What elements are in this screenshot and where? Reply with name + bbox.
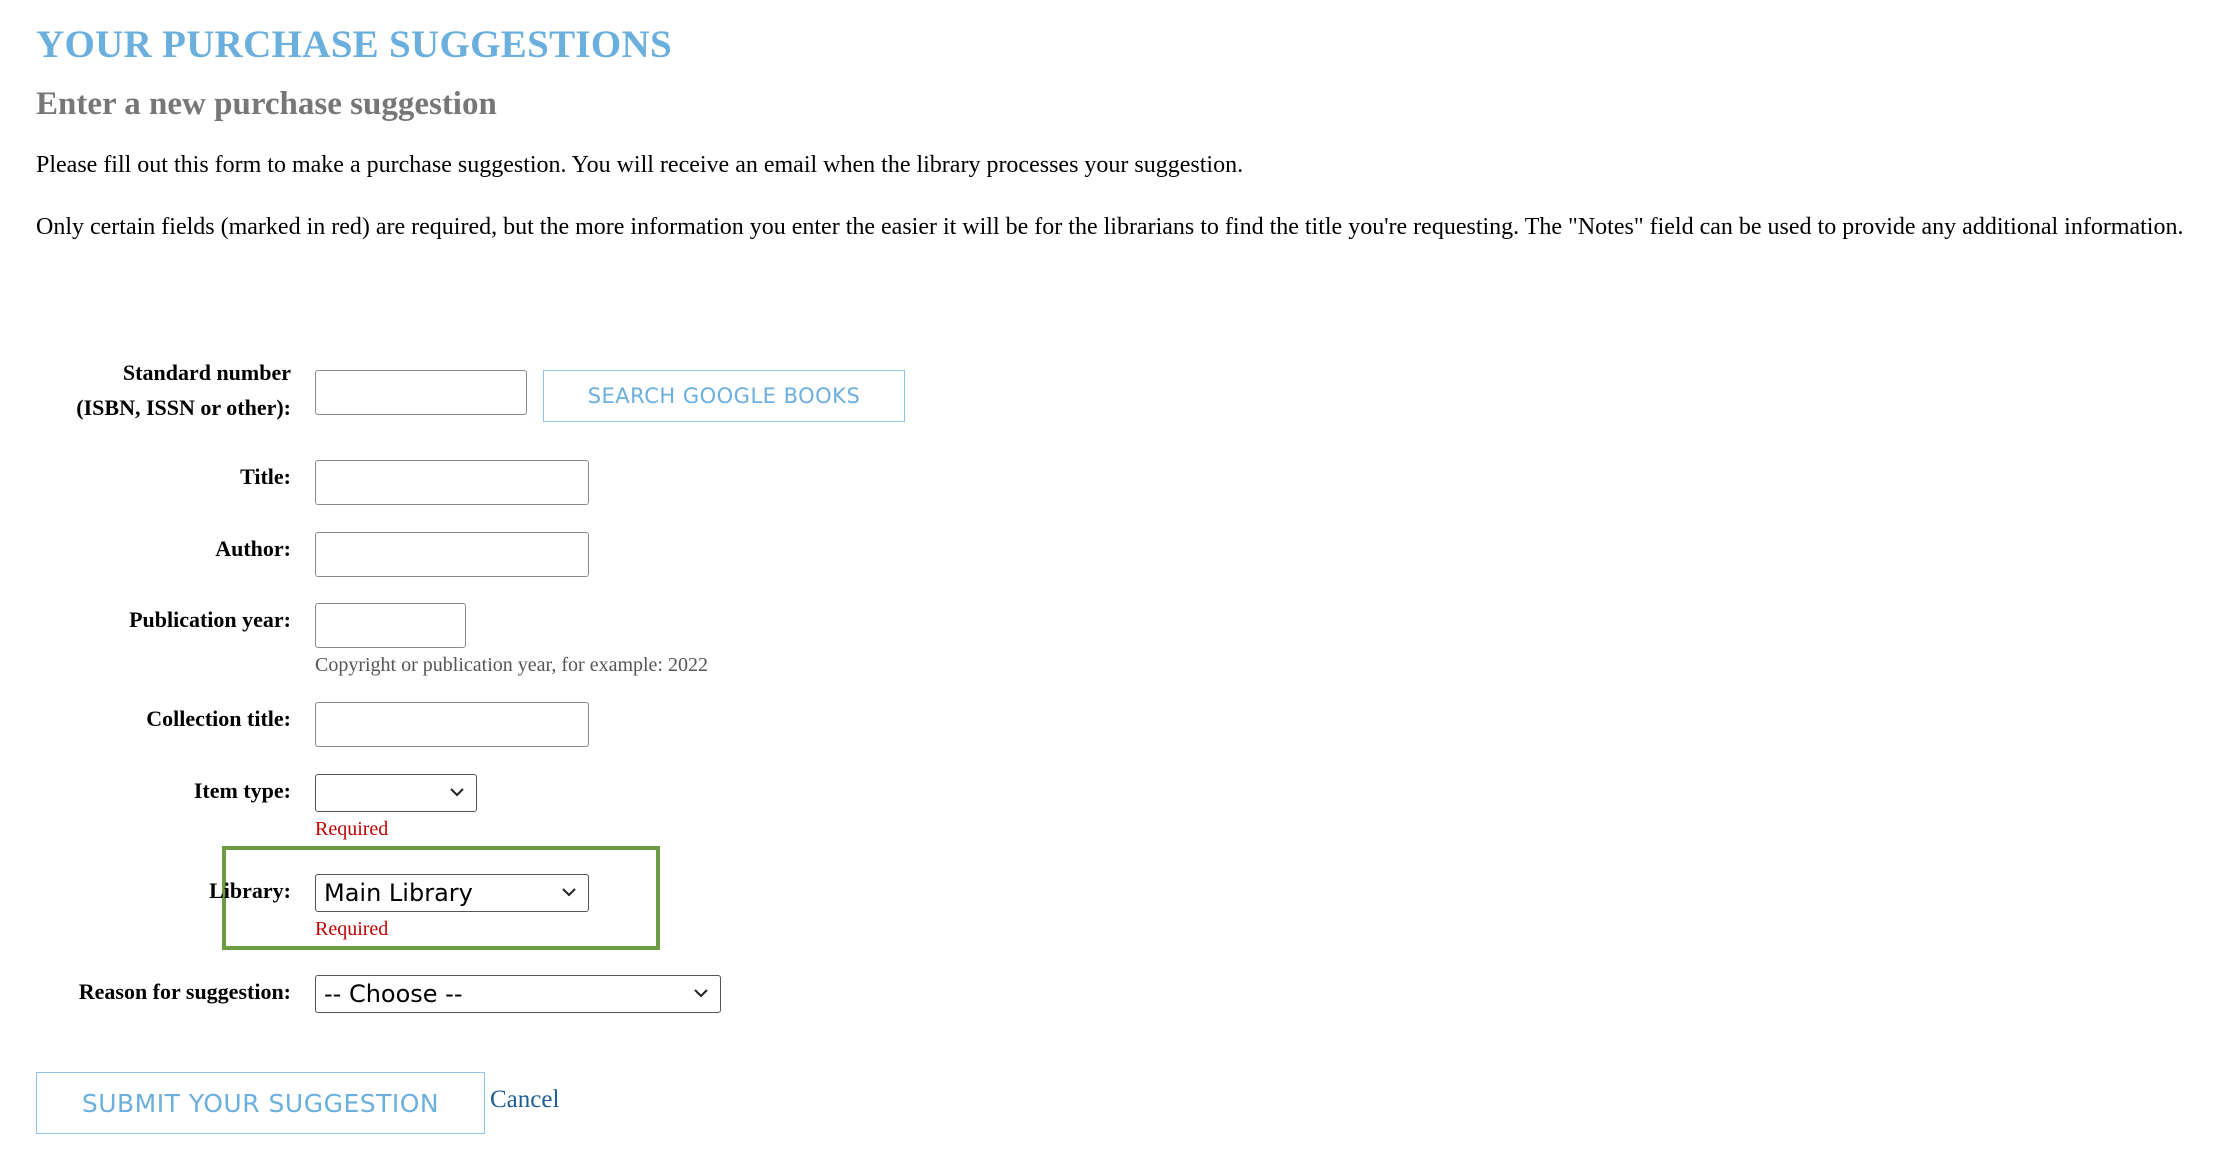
publication-year-hint: Copyright or publication year, for example: 2022 xyxy=(315,654,708,676)
publication-year-label: Publication year: xyxy=(129,607,291,632)
library-select[interactable] xyxy=(315,874,589,912)
author-label: Author: xyxy=(215,536,291,561)
author-input[interactable] xyxy=(315,532,589,577)
standard-number-label-line1: Standard number xyxy=(122,360,291,385)
required-fields-text: Only certain fields (marked in red) are required, but the more information you enter the easier it will be for the librarians to find the title you're requesting. The "Notes" field can be used to provide any additional information. xyxy=(36,214,2184,240)
title-label: Title: xyxy=(240,464,291,489)
reason-select[interactable] xyxy=(315,975,721,1013)
standard-number-label-line2: (ISBN, ISSN or other): xyxy=(76,395,291,420)
page-subtitle: Enter a new purchase suggestion xyxy=(36,86,497,122)
library-selected-value: Main Library xyxy=(324,879,473,907)
standard-number-input[interactable] xyxy=(315,370,527,415)
title-field-group xyxy=(315,460,589,505)
library-label: Library: xyxy=(209,878,291,903)
standard-number-label xyxy=(36,355,291,425)
submit-suggestion-button[interactable]: SUBMIT YOUR SUGGESTION xyxy=(36,1072,485,1134)
chevron-down-icon xyxy=(560,883,578,901)
publication-year-input[interactable] xyxy=(315,603,466,648)
reason-label: Reason for suggestion: xyxy=(78,979,291,1004)
collection-title-label: Collection title: xyxy=(146,706,291,731)
item-type-required: Required xyxy=(315,818,389,840)
cancel-link[interactable]: Cancel xyxy=(490,1086,560,1113)
item-type-select[interactable] xyxy=(315,774,477,812)
item-type-label: Item type: xyxy=(193,778,291,803)
library-field-group xyxy=(315,874,589,941)
collection-title-input[interactable] xyxy=(315,702,589,747)
publication-year-field-group xyxy=(315,603,708,677)
search-google-books-button[interactable]: SEARCH GOOGLE BOOKS xyxy=(543,370,905,422)
item-type-field-group xyxy=(315,774,477,841)
reason-field-group xyxy=(315,975,721,1013)
chevron-down-icon xyxy=(692,984,710,1002)
title-input[interactable] xyxy=(315,460,589,505)
page-title: YOUR PURCHASE SUGGESTIONS xyxy=(36,23,672,66)
standard-number-field-group xyxy=(315,370,527,415)
reason-selected-value: -- Choose -- xyxy=(324,980,463,1008)
author-field-group xyxy=(315,532,589,577)
library-required: Required xyxy=(315,918,389,940)
intro-text: Please fill out this form to make a purchase suggestion. You will receive an email when the library processes your suggestion. xyxy=(36,152,1244,178)
collection-title-field-group xyxy=(315,702,589,747)
chevron-down-icon xyxy=(448,783,466,801)
